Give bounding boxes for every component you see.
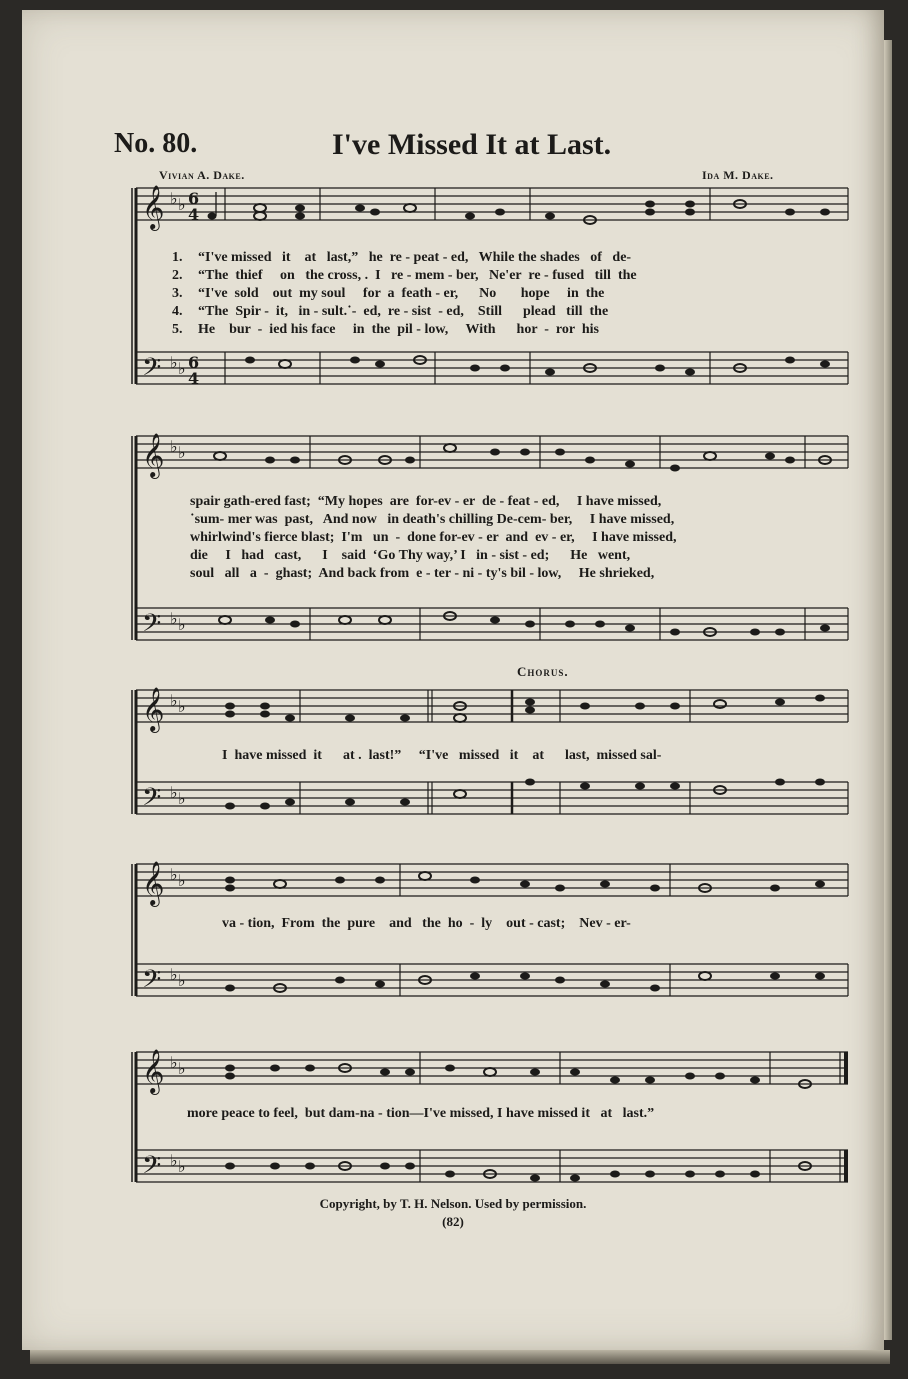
verse-4-lyric-line: “The Spir - it, in - sult.˙- ed, re - sist - ed, Still plead till the: [198, 304, 609, 319]
svg-text:♭: ♭: [170, 609, 178, 628]
chorus-lyric-line-2: va - tion, From the pure and the ho - ly out - cast; Nev - er-: [222, 916, 631, 931]
svg-text:♭: ♭: [178, 789, 186, 808]
verse-5-lyric-line: soul all a - ghast; And back from e - ter - ni - ty's bil - low, He shrieked,: [190, 566, 655, 581]
composer-credit: Ida M. Dake.: [702, 168, 774, 182]
hymn-number: No. 80.: [114, 128, 198, 159]
svg-text:♭: ♭: [178, 195, 186, 214]
title-row: [22, 128, 884, 168]
chorus-lyric-line-1: I have missed it at . last!” “I've missed it at last, missed sal-: [222, 748, 662, 763]
svg-text:♭: ♭: [170, 865, 178, 884]
svg-text:6: 6: [188, 353, 200, 372]
svg-text:♭: ♭: [170, 1053, 178, 1072]
verse-number: 1.: [172, 250, 183, 265]
svg-text:♭: ♭: [178, 1059, 186, 1078]
svg-text:♭: ♭: [178, 615, 186, 634]
svg-text:𝄢: 𝄢: [142, 783, 162, 818]
svg-text:♭: ♭: [170, 783, 178, 802]
verse-number: 4.: [172, 304, 183, 319]
svg-text:𝄞: 𝄞: [142, 687, 165, 731]
verse-number: 5.: [172, 322, 183, 337]
svg-text:𝄞: 𝄞: [142, 185, 165, 229]
chorus-lyric-line-3: more peace to feel, but dam-na - tion—I've missed, I have missed it at last.”: [187, 1106, 655, 1121]
svg-text:𝄞: 𝄞: [142, 1049, 165, 1093]
copyright-notice: Copyright, by T. H. Nelson. Used by permission.: [319, 1196, 587, 1211]
svg-text:♭: ♭: [170, 1151, 178, 1170]
chorus-label: Chorus.: [517, 664, 569, 679]
verse-4-lyric-line: die I had cast, I said ‘Go Thy way,’ I in - sist - ed; He went,: [190, 548, 631, 563]
svg-text:♭: ♭: [178, 971, 186, 990]
verse-5-lyric-line: He bur - ied his face in the pil - low, With hor - ror his: [198, 322, 599, 337]
system-3-music: [130, 674, 850, 820]
svg-text:♭: ♭: [170, 691, 178, 710]
svg-text:4: 4: [188, 205, 200, 224]
svg-text:♭: ♭: [178, 443, 186, 462]
svg-text:4: 4: [188, 369, 200, 388]
lyricist-credit: Vivian A. Dake.: [159, 168, 245, 182]
verse-2-lyric-line: ˙sum- mer was past, And now in death's chilling De-cem- ber, I have missed,: [190, 512, 675, 527]
svg-text:𝄢: 𝄢: [142, 609, 162, 644]
svg-text:𝄢: 𝄢: [142, 1151, 162, 1186]
svg-text:♭: ♭: [170, 965, 178, 984]
svg-text:𝄞: 𝄞: [142, 433, 165, 477]
svg-text:♭: ♭: [178, 697, 186, 716]
verse-number: 3.: [172, 286, 183, 301]
page-edge-right: [884, 40, 892, 1340]
hymn-title: I've Missed It at Last.: [332, 128, 612, 161]
svg-text:♭: ♭: [170, 437, 178, 456]
svg-text:♭: ♭: [178, 871, 186, 890]
verse-number: 2.: [172, 268, 183, 283]
svg-text:♭: ♭: [170, 353, 178, 372]
hymnal-page: [22, 10, 884, 1350]
svg-text:♭: ♭: [170, 189, 178, 208]
svg-text:6: 6: [188, 189, 200, 208]
page-edge-bottom: [30, 1350, 890, 1364]
svg-text:𝄢: 𝄢: [142, 353, 162, 388]
svg-text:♭: ♭: [178, 359, 186, 378]
svg-text:𝄞: 𝄞: [142, 861, 165, 905]
verse-2-lyric-line: “The thief on the cross, . I re - mem - ber, Ne'er re - fused till the: [198, 268, 637, 283]
verse-1-lyric-line: “I've missed it at last,” he re - peat - ed, While the shades of de-: [198, 250, 632, 265]
verse-1-lyric-line: spair gath-ered fast; “My hopes are for-ev - er de - feat - ed, I have missed,: [190, 494, 662, 509]
page-number: (82): [442, 1214, 464, 1229]
verse-3-lyric-line: “I've sold out my soul for a feath - er, No hope in the: [198, 286, 605, 301]
svg-text:♭: ♭: [178, 1157, 186, 1176]
verse-3-lyric-line: whirlwind's fierce blast; I'm un - done for-ev - er and ev - er, I have missed,: [190, 530, 677, 545]
svg-text:𝄢: 𝄢: [142, 965, 162, 1000]
